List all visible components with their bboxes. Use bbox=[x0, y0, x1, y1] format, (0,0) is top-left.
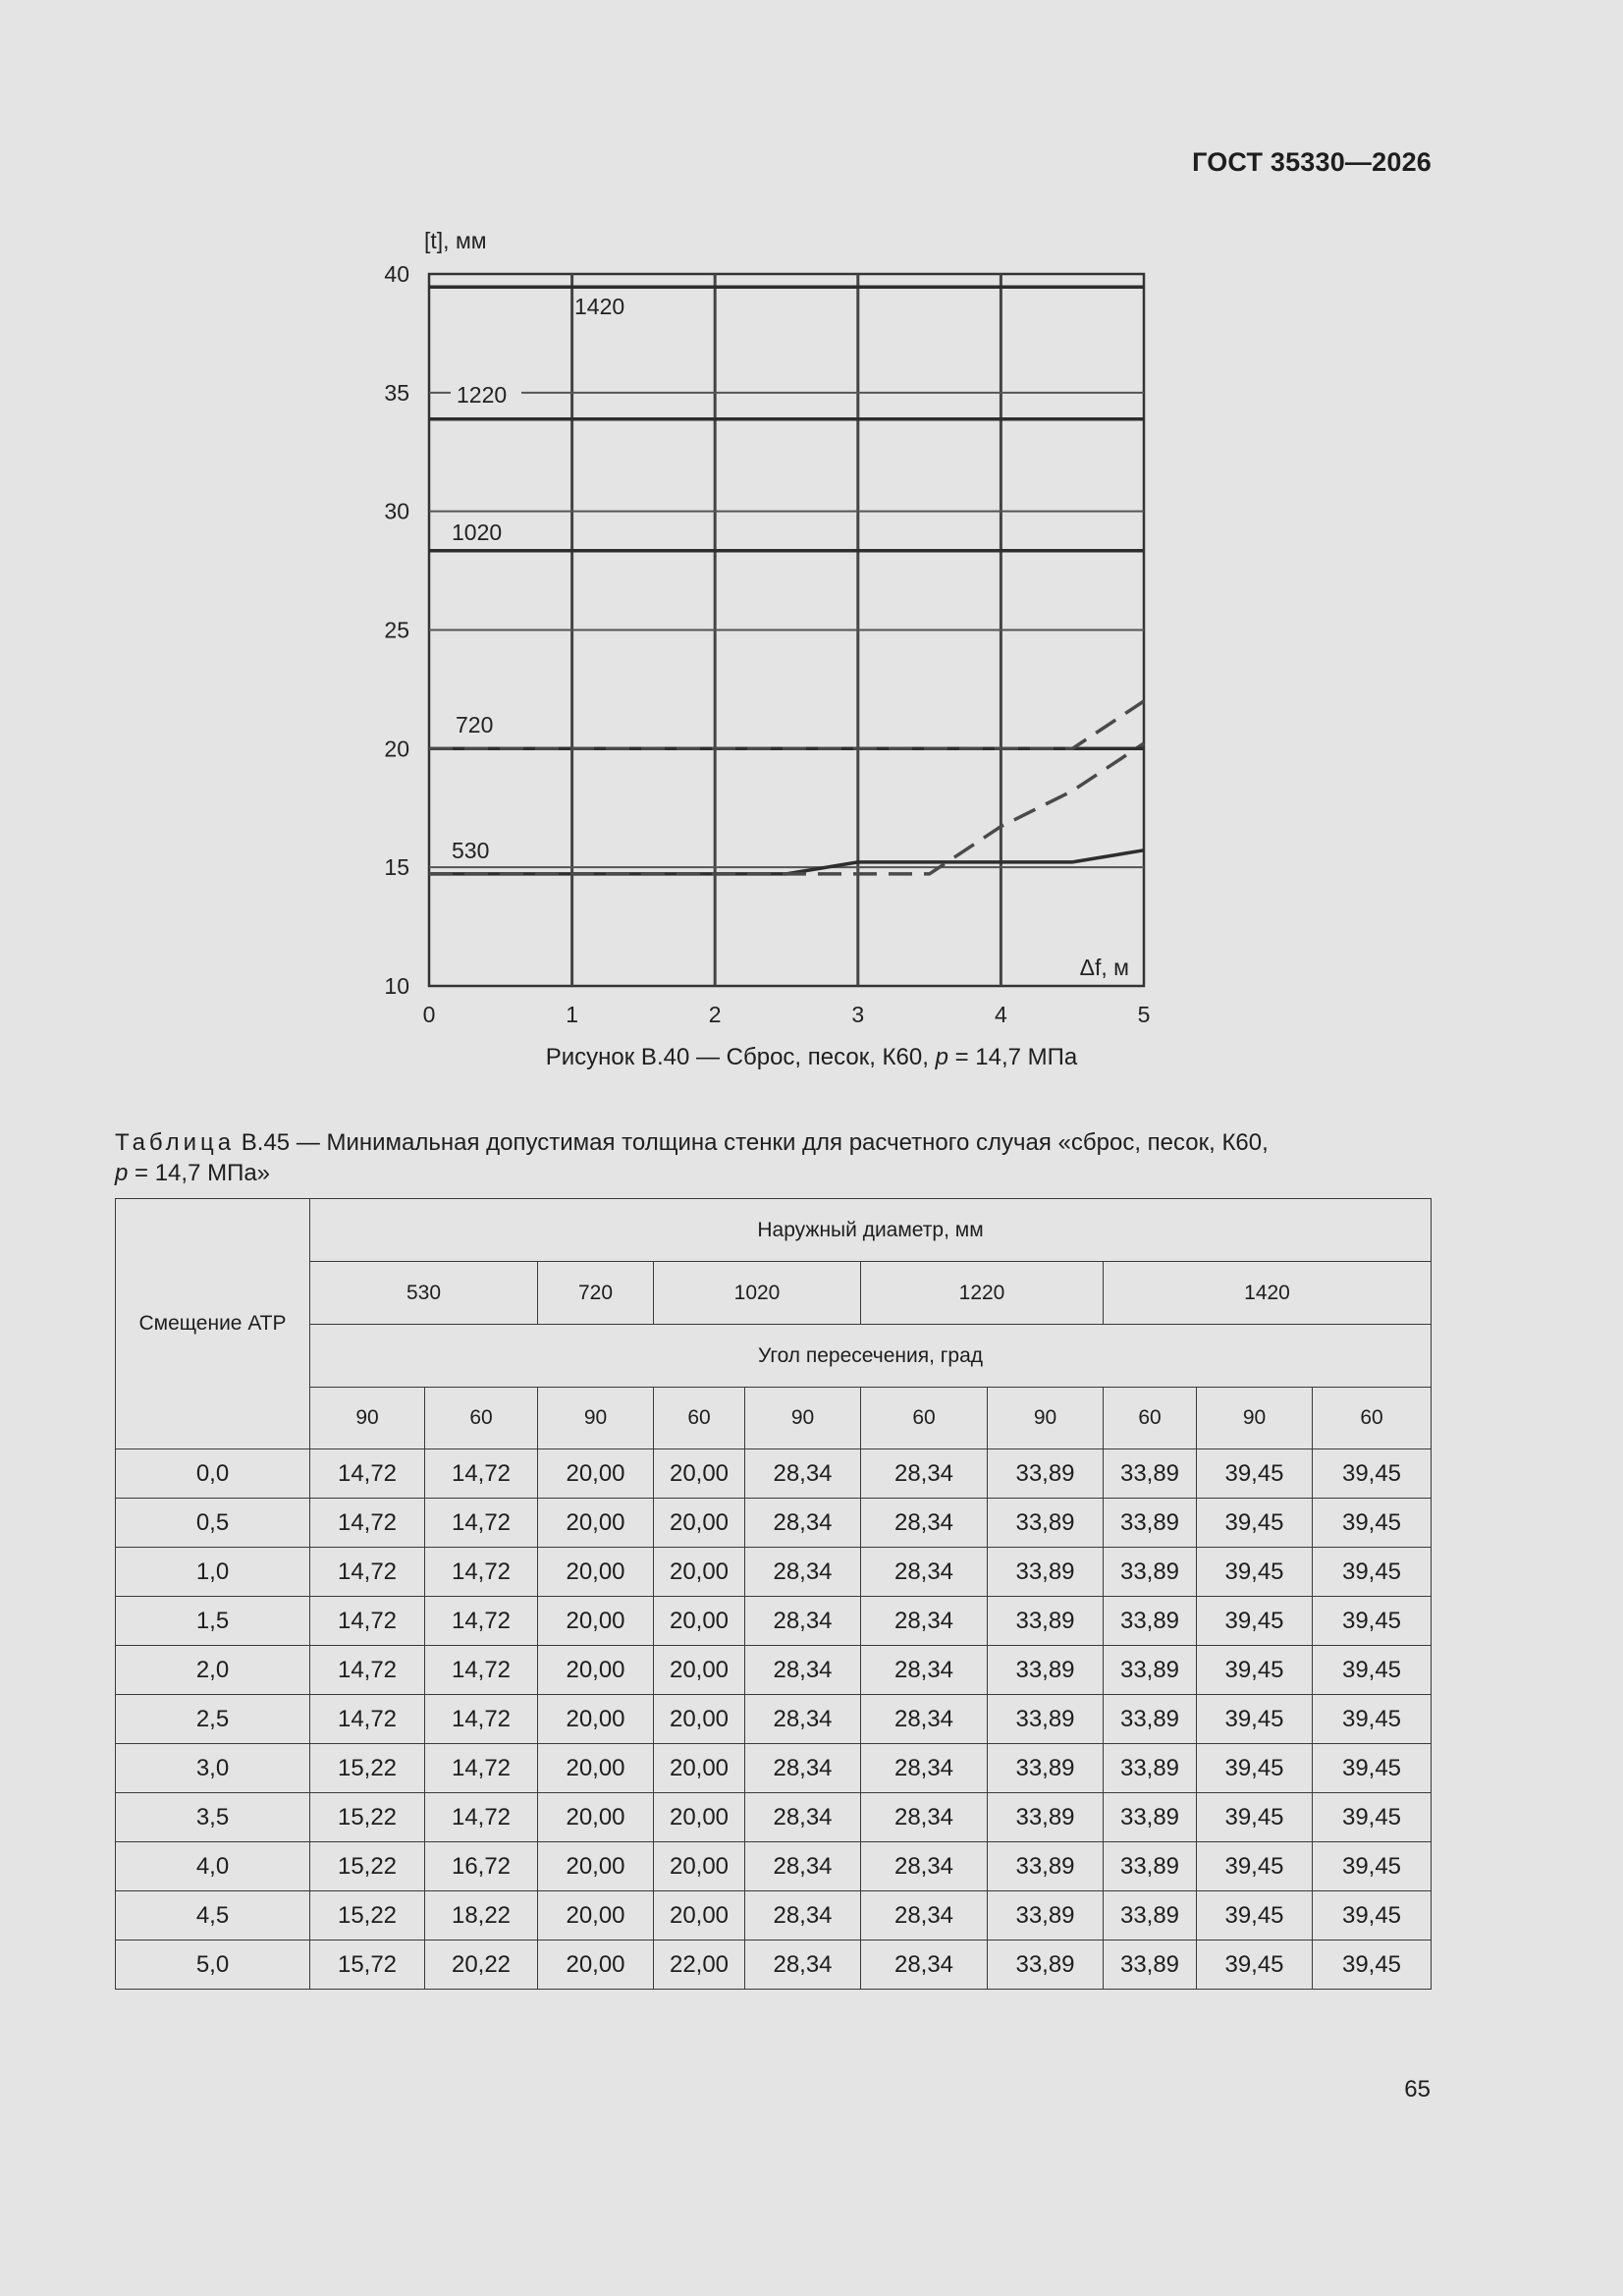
thickness-cell: 20,00 bbox=[654, 1548, 745, 1597]
thickness-cell: 20,00 bbox=[538, 1597, 654, 1646]
thickness-cell: 20,00 bbox=[538, 1842, 654, 1891]
thickness-cell: 14,72 bbox=[310, 1449, 425, 1499]
thickness-cell: 28,34 bbox=[861, 1842, 988, 1891]
offset-cell: 4,0 bbox=[116, 1842, 310, 1891]
thickness-cell: 20,00 bbox=[538, 1449, 654, 1499]
thickness-cell: 20,00 bbox=[538, 1695, 654, 1744]
thickness-cell: 33,89 bbox=[988, 1842, 1104, 1891]
thickness-cell: 20,00 bbox=[654, 1842, 745, 1891]
table-title-end: = 14,7 МПа» bbox=[128, 1160, 271, 1186]
thickness-cell: 14,72 bbox=[425, 1449, 538, 1499]
thickness-cell: 14,72 bbox=[425, 1793, 538, 1842]
thickness-cell: 39,45 bbox=[1197, 1449, 1313, 1499]
y-tick-label: 15 bbox=[384, 854, 409, 881]
figure-caption bbox=[0, 1044, 1623, 1071]
diameter-header: Наружный диаметр, мм bbox=[310, 1199, 1432, 1262]
offset-cell: 0,0 bbox=[116, 1449, 310, 1499]
table-title-var: p bbox=[115, 1160, 129, 1186]
offset-cell: 1,5 bbox=[116, 1597, 310, 1646]
thickness-cell: 39,45 bbox=[1313, 1941, 1432, 1990]
thickness-cell: 20,00 bbox=[654, 1744, 745, 1793]
thickness-cell: 20,00 bbox=[654, 1597, 745, 1646]
thickness-cell: 20,00 bbox=[538, 1499, 654, 1548]
thickness-cell: 14,72 bbox=[425, 1646, 538, 1695]
y-axis-label: [t], мм bbox=[424, 228, 487, 253]
thickness-cell: 33,89 bbox=[1104, 1646, 1197, 1695]
curve-label: 720 bbox=[456, 712, 494, 738]
thickness-cell: 20,22 bbox=[425, 1941, 538, 1990]
thickness-cell: 14,72 bbox=[425, 1548, 538, 1597]
table-row bbox=[116, 1499, 1432, 1548]
thickness-cell: 28,34 bbox=[745, 1891, 861, 1941]
thickness-cell: 28,34 bbox=[745, 1597, 861, 1646]
thickness-cell: 33,89 bbox=[988, 1744, 1104, 1793]
angle-cell: 90 bbox=[745, 1388, 861, 1449]
x-axis-label: Δf, м bbox=[1079, 955, 1129, 980]
thickness-cell: 20,00 bbox=[654, 1695, 745, 1744]
thickness-cell: 39,45 bbox=[1313, 1695, 1432, 1744]
thickness-cell: 20,00 bbox=[654, 1891, 745, 1941]
table-row bbox=[116, 1842, 1432, 1891]
table-row bbox=[116, 1449, 1432, 1499]
angle-header: Угол пересечения, град bbox=[310, 1325, 1432, 1388]
wall-thickness-chart bbox=[0, 0, 1623, 1041]
thickness-cell: 28,34 bbox=[861, 1695, 988, 1744]
thickness-cell: 33,89 bbox=[1104, 1891, 1197, 1941]
y-tick-label: 30 bbox=[384, 498, 409, 524]
y-tick-label: 20 bbox=[384, 736, 409, 762]
thickness-cell: 28,34 bbox=[861, 1499, 988, 1548]
thickness-cell: 28,34 bbox=[861, 1941, 988, 1990]
thickness-cell: 20,00 bbox=[538, 1744, 654, 1793]
thickness-cell: 14,72 bbox=[310, 1597, 425, 1646]
thickness-cell: 16,72 bbox=[425, 1842, 538, 1891]
curve-label: 530 bbox=[452, 838, 490, 863]
thickness-cell: 14,72 bbox=[425, 1695, 538, 1744]
offset-cell: 2,5 bbox=[116, 1695, 310, 1744]
table-row bbox=[116, 1793, 1432, 1842]
thickness-cell: 28,34 bbox=[861, 1449, 988, 1499]
thickness-cell: 33,89 bbox=[1104, 1695, 1197, 1744]
thickness-cell: 33,89 bbox=[1104, 1793, 1197, 1842]
figure-caption-var: p bbox=[935, 1044, 948, 1070]
thickness-cell: 28,34 bbox=[745, 1744, 861, 1793]
angle-cell: 90 bbox=[988, 1388, 1104, 1449]
thickness-cell: 39,45 bbox=[1313, 1842, 1432, 1891]
angle-cell: 60 bbox=[1313, 1388, 1432, 1449]
thickness-cell: 39,45 bbox=[1313, 1744, 1432, 1793]
table-row bbox=[116, 1941, 1432, 1990]
thickness-cell: 15,22 bbox=[310, 1744, 425, 1793]
thickness-cell: 14,72 bbox=[310, 1646, 425, 1695]
thickness-cell: 39,45 bbox=[1313, 1449, 1432, 1499]
thickness-cell: 39,45 bbox=[1197, 1891, 1313, 1941]
offset-cell: 2,0 bbox=[116, 1646, 310, 1695]
thickness-cell: 33,89 bbox=[988, 1449, 1104, 1499]
offset-cell: 4,5 bbox=[116, 1891, 310, 1941]
angle-cell: 60 bbox=[861, 1388, 988, 1449]
angle-cell: 90 bbox=[538, 1388, 654, 1449]
thickness-cell: 39,45 bbox=[1313, 1646, 1432, 1695]
table-row bbox=[116, 1695, 1432, 1744]
thickness-cell: 39,45 bbox=[1313, 1891, 1432, 1941]
thickness-cell: 33,89 bbox=[988, 1793, 1104, 1842]
table-row bbox=[116, 1548, 1432, 1597]
thickness-cell: 15,22 bbox=[310, 1891, 425, 1941]
offset-cell: 0,5 bbox=[116, 1499, 310, 1548]
thickness-cell: 39,45 bbox=[1197, 1499, 1313, 1548]
diameter-cell: 720 bbox=[538, 1262, 654, 1325]
page-number: 65 bbox=[1404, 2076, 1431, 2103]
thickness-cell: 33,89 bbox=[988, 1891, 1104, 1941]
thickness-cell: 14,72 bbox=[310, 1548, 425, 1597]
x-tick-label: 1 bbox=[566, 1002, 578, 1027]
thickness-cell: 39,45 bbox=[1313, 1499, 1432, 1548]
thickness-cell: 20,00 bbox=[654, 1646, 745, 1695]
thickness-cell: 20,00 bbox=[538, 1646, 654, 1695]
angle-cell: 60 bbox=[1104, 1388, 1197, 1449]
thickness-cell: 20,00 bbox=[538, 1793, 654, 1842]
thickness-cell: 28,34 bbox=[745, 1695, 861, 1744]
offset-cell: 3,0 bbox=[116, 1744, 310, 1793]
thickness-cell: 39,45 bbox=[1313, 1597, 1432, 1646]
offset-cell: 5,0 bbox=[116, 1941, 310, 1990]
series-line-530-90 bbox=[429, 850, 1144, 874]
thickness-cell: 18,22 bbox=[425, 1891, 538, 1941]
thickness-cell: 20,00 bbox=[654, 1449, 745, 1499]
thickness-cell: 28,34 bbox=[861, 1891, 988, 1941]
thickness-cell: 39,45 bbox=[1197, 1695, 1313, 1744]
thickness-cell: 39,45 bbox=[1197, 1548, 1313, 1597]
table-row bbox=[116, 1891, 1432, 1941]
figure-caption-post: = 14,7 МПа bbox=[947, 1044, 1078, 1070]
y-tick-label: 35 bbox=[384, 379, 409, 406]
thickness-cell: 20,00 bbox=[538, 1548, 654, 1597]
thickness-cell: 28,34 bbox=[745, 1548, 861, 1597]
x-tick-label: 2 bbox=[708, 1002, 722, 1027]
y-tick-label: 25 bbox=[384, 617, 409, 643]
curve-label: 1020 bbox=[452, 519, 503, 545]
thickness-cell: 33,89 bbox=[988, 1597, 1104, 1646]
table-title-word: Таблица bbox=[115, 1129, 236, 1156]
x-tick-label: 0 bbox=[422, 1002, 436, 1027]
table-title bbox=[115, 1127, 1431, 1188]
thickness-cell: 33,89 bbox=[1104, 1499, 1197, 1548]
thickness-cell: 28,34 bbox=[745, 1793, 861, 1842]
thickness-cell: 14,72 bbox=[425, 1499, 538, 1548]
thickness-cell: 20,00 bbox=[654, 1499, 745, 1548]
row-header: Смещение АТР bbox=[116, 1199, 310, 1449]
thickness-cell: 28,34 bbox=[745, 1646, 861, 1695]
curve-label: 1220 bbox=[457, 382, 508, 408]
thickness-cell: 20,00 bbox=[538, 1941, 654, 1990]
document-number: ГОСТ 35330—2026 bbox=[1192, 147, 1432, 177]
thickness-cell: 39,45 bbox=[1313, 1793, 1432, 1842]
thickness-cell: 39,45 bbox=[1313, 1548, 1432, 1597]
series-line-530-60 bbox=[429, 743, 1144, 874]
offset-cell: 3,5 bbox=[116, 1793, 310, 1842]
angle-cell: 90 bbox=[310, 1388, 425, 1449]
diameter-cell: 530 bbox=[310, 1262, 538, 1325]
x-tick-label: 3 bbox=[851, 1002, 865, 1027]
table-title-rest: В.45 — Минимальная допустимая толщина стенки для расчетного случая «сброс, песок, К60, bbox=[235, 1129, 1269, 1156]
thickness-cell: 39,45 bbox=[1197, 1744, 1313, 1793]
diameter-cell: 1020 bbox=[654, 1262, 861, 1325]
thickness-cell: 28,34 bbox=[745, 1499, 861, 1548]
series-line-720-60 bbox=[429, 701, 1144, 748]
x-tick-label: 5 bbox=[1137, 1002, 1151, 1027]
thickness-cell: 33,89 bbox=[988, 1695, 1104, 1744]
table-row bbox=[116, 1646, 1432, 1695]
curve-label: 1420 bbox=[574, 294, 625, 319]
thickness-cell: 28,34 bbox=[745, 1842, 861, 1891]
thickness-cell: 28,34 bbox=[861, 1793, 988, 1842]
thickness-cell: 28,34 bbox=[861, 1646, 988, 1695]
x-tick-label: 4 bbox=[995, 1002, 1007, 1027]
thickness-cell: 33,89 bbox=[1104, 1597, 1197, 1646]
thickness-cell: 33,89 bbox=[988, 1499, 1104, 1548]
thickness-cell: 28,34 bbox=[861, 1597, 988, 1646]
thickness-cell: 20,00 bbox=[538, 1891, 654, 1941]
angle-cell: 60 bbox=[654, 1388, 745, 1449]
thickness-cell: 33,89 bbox=[1104, 1941, 1197, 1990]
thickness-cell: 14,72 bbox=[425, 1744, 538, 1793]
thickness-cell: 14,72 bbox=[310, 1695, 425, 1744]
y-tick-label: 40 bbox=[384, 261, 409, 287]
offset-cell: 1,0 bbox=[116, 1548, 310, 1597]
thickness-cell: 28,34 bbox=[861, 1548, 988, 1597]
thickness-cell: 20,00 bbox=[654, 1793, 745, 1842]
diameter-cell: 1420 bbox=[1104, 1262, 1432, 1325]
thickness-cell: 28,34 bbox=[745, 1449, 861, 1499]
thickness-cell: 39,45 bbox=[1197, 1842, 1313, 1891]
diameter-cell: 1220 bbox=[861, 1262, 1104, 1325]
table-row bbox=[116, 1597, 1432, 1646]
figure-caption-pre: Рисунок В.40 — Сброс, песок, К60, bbox=[545, 1044, 936, 1070]
thickness-cell: 39,45 bbox=[1197, 1941, 1313, 1990]
thickness-cell: 33,89 bbox=[1104, 1449, 1197, 1499]
thickness-cell: 28,34 bbox=[745, 1941, 861, 1990]
thickness-cell: 33,89 bbox=[1104, 1744, 1197, 1793]
table-row bbox=[116, 1744, 1432, 1793]
angle-cell: 60 bbox=[425, 1388, 538, 1449]
y-tick-label: 10 bbox=[384, 973, 409, 999]
thickness-cell: 15,22 bbox=[310, 1793, 425, 1842]
thickness-cell: 39,45 bbox=[1197, 1646, 1313, 1695]
thickness-cell: 22,00 bbox=[654, 1941, 745, 1990]
thickness-cell: 39,45 bbox=[1197, 1597, 1313, 1646]
thickness-cell: 33,89 bbox=[1104, 1548, 1197, 1597]
thickness-cell: 39,45 bbox=[1197, 1793, 1313, 1842]
thickness-cell: 33,89 bbox=[988, 1646, 1104, 1695]
thickness-cell: 14,72 bbox=[425, 1597, 538, 1646]
thickness-cell: 14,72 bbox=[310, 1499, 425, 1548]
thickness-cell: 15,22 bbox=[310, 1842, 425, 1891]
thickness-cell: 33,89 bbox=[988, 1941, 1104, 1990]
thickness-table bbox=[115, 1198, 1432, 1990]
thickness-cell: 15,72 bbox=[310, 1941, 425, 1990]
angle-cell: 90 bbox=[1197, 1388, 1313, 1449]
thickness-cell: 28,34 bbox=[861, 1744, 988, 1793]
thickness-cell: 33,89 bbox=[1104, 1842, 1197, 1891]
thickness-cell: 33,89 bbox=[988, 1548, 1104, 1597]
